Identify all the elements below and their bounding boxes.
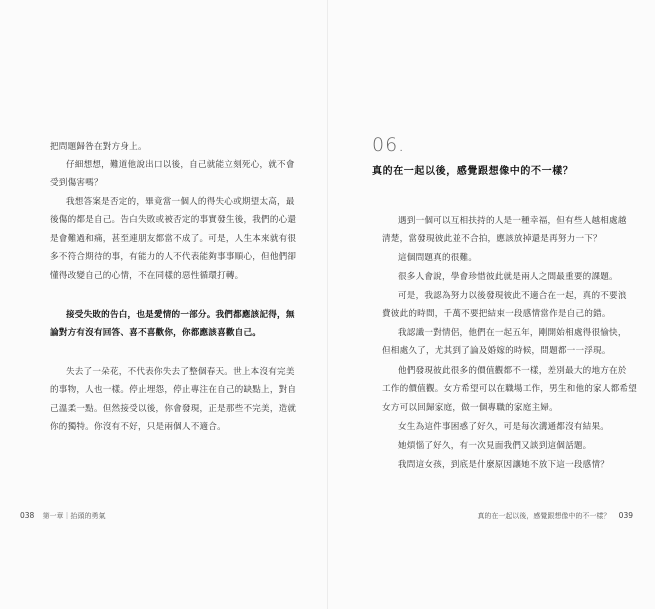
left-paragraph-2 xyxy=(66,156,295,175)
text-line: 我問這女孩，到底是什麼原因讓她不放下這一段感情？ xyxy=(398,460,610,470)
left-paragraph-3-cont xyxy=(50,211,296,285)
right-paragraph-5-cont xyxy=(382,342,611,361)
left-page xyxy=(0,0,327,609)
running-header: 真的在一起以後，感覺跟想像中的不一樣？ xyxy=(477,512,611,520)
text-line: 受到傷害嗎？ xyxy=(50,178,103,188)
left-highlight-paragraph xyxy=(66,306,295,325)
text-line: 我認識一對情侶，他們在一起五年，剛開始相處得很愉快， xyxy=(398,328,627,338)
right-paragraph-4-cont xyxy=(382,305,611,324)
text-line: 的事物，人也一樣。停止埋怨，停止專注在自己的缺點上，對自 xyxy=(50,385,297,395)
left-paragraph-2-cont xyxy=(50,174,103,193)
text-line: 你的獨特。你沒有不好，只是兩個人不適合。 xyxy=(50,422,226,432)
left-paragraph-5-cont xyxy=(50,381,296,437)
right-paragraph-2 xyxy=(398,249,477,268)
text-line: 工作的價值觀。女方希望可以在職場工作，男生和他的家人都希望 xyxy=(382,384,638,394)
text-line: 遇到一個可以互相扶持的人是一種幸福，但有些人越相處越 xyxy=(398,216,627,226)
text-line: 接受失敗的告白，也是愛情的一部分。我們都應該記得，無 xyxy=(66,310,295,320)
left-paragraph-3 xyxy=(66,193,295,212)
left-paragraph-1 xyxy=(50,138,147,157)
right-paragraph-5 xyxy=(398,324,627,343)
right-paragraph-8 xyxy=(398,437,591,456)
right-paragraph-9 xyxy=(398,456,609,475)
right-paragraph-6 xyxy=(398,362,627,381)
right-page xyxy=(328,0,655,609)
text-line: 她煩惱了好久，有一次見面我們又談到這個話題。 xyxy=(398,441,592,451)
running-header: 第一章｜抬頭的勇氣 xyxy=(42,512,106,520)
chapter-title: 真的在一起以後，感覺跟想像中的不一樣？ xyxy=(372,166,574,177)
text-line: 費彼此的時間，千萬不要把結束一段感情當作是自己的錯。 xyxy=(382,309,611,319)
text-line: 仔細想想，難道他說出口以後，自己就能立刻死心，就不會 xyxy=(66,160,295,170)
left-footer xyxy=(20,511,106,521)
page-number: 038 xyxy=(20,511,35,520)
chapter-number: 06. xyxy=(372,134,406,156)
right-paragraph-7 xyxy=(398,418,609,437)
text-line: 把問題歸咎在對方身上。 xyxy=(50,142,147,152)
text-line: 論對方有沒有回答、喜不喜歡你，你都應該喜歡自己。 xyxy=(50,328,262,338)
text-line: 懂得改變自己的心情，不在同樣的惡性循環打轉。 xyxy=(50,270,244,281)
right-paragraph-3 xyxy=(398,268,618,287)
text-line: 清楚，當發現彼此並不合拍，應該放掉還是再努力一下？ xyxy=(382,234,602,244)
text-line: 但相處久了，尤其到了論及婚嫁的時候，問題都一一浮現。 xyxy=(382,346,611,356)
left-highlight-paragraph-cont xyxy=(50,324,261,343)
text-line: 失去了一朵花，不代表你失去了整個春天。世上本沒有完美 xyxy=(66,367,295,377)
text-line: 女方可以回歸家庭，做一個專職的家庭主婦。 xyxy=(382,402,558,413)
text-line: 可是，我認為努力以後發現彼此不適合在一起，真的不要浪 xyxy=(398,291,627,301)
text-line: 是會難過和痛，甚至連朋友都當不成了。可是，人生本來就有很 xyxy=(50,233,297,244)
text-line: 後傷的都是自己。告白失敗或被否定的事實發生後，我們的心還 xyxy=(50,215,297,225)
page-number: 039 xyxy=(618,511,633,520)
text-line: 他們發現彼此很多的價值觀都不一樣，差別最大的地方在於 xyxy=(398,366,627,376)
text-line: 這個問題真的很難。 xyxy=(398,253,478,263)
right-footer xyxy=(477,511,633,521)
right-paragraph-1-cont xyxy=(382,230,602,249)
right-paragraph-6-cont xyxy=(382,380,637,417)
text-line: 多不符合期待的事，有能力的人不代表能夠事事順心，但他們卻 xyxy=(50,252,297,262)
left-paragraph-5 xyxy=(66,363,295,382)
right-paragraph-4 xyxy=(398,287,627,306)
text-line: 很多人會說，學會珍惜彼此就是兩人之間最重要的課題。 xyxy=(398,272,618,282)
right-paragraph-1 xyxy=(398,212,627,231)
text-line: 我想答案是否定的，畢竟當一個人的得失心或期望太高，最 xyxy=(66,197,295,207)
text-line: 女生為這件事困惑了好久，可是每次溝通都沒有結果。 xyxy=(398,422,610,432)
text-line: 己溫柔一點。但然接受以後，你會發現，正是那些不完美，造就 xyxy=(50,403,297,414)
